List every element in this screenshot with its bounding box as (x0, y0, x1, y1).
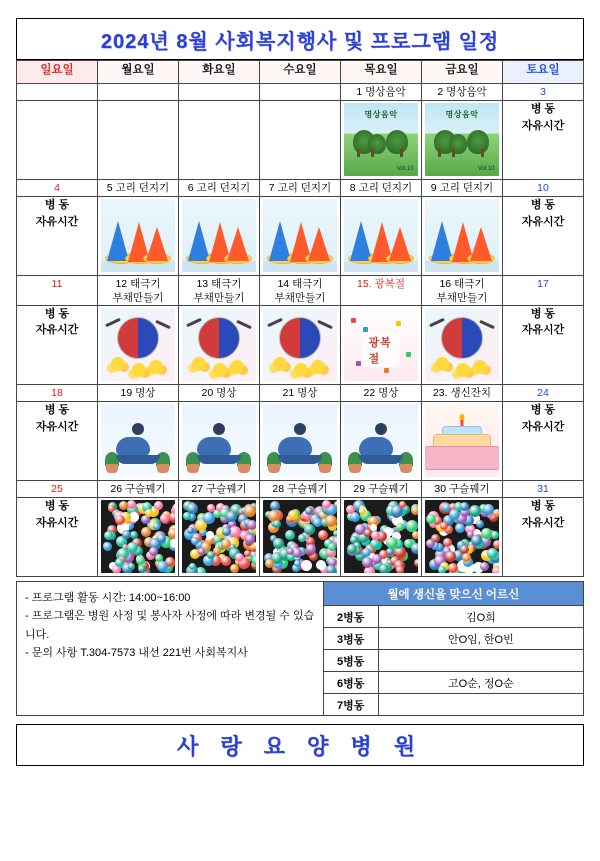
beads-image (344, 500, 418, 573)
meditation-image (263, 404, 337, 477)
day-cell-aug-20 (179, 384, 260, 401)
content-cell-aug-20 (179, 402, 260, 481)
day-cell-aug-16 (422, 276, 503, 306)
content-cell-aug-15 (341, 305, 422, 384)
weekday-header-thu: 목요일 (341, 61, 422, 84)
day-event: 구슬꿰기 (368, 483, 409, 496)
cd-volume-text: Vol.10 (396, 165, 414, 172)
beads-image (101, 500, 175, 573)
content-cell-aug-29 (341, 498, 422, 577)
note-line-1: - 프로그램 활동 시간: 14:00~16:00 (25, 592, 191, 605)
content-cell-aug-25 (17, 498, 98, 577)
day-number: 11 (51, 278, 63, 291)
meditation-image (344, 404, 418, 477)
day-number: 29 (353, 483, 366, 496)
cd-title-text: 명상음악 (364, 109, 398, 119)
day-event: 태극기 (292, 278, 323, 291)
day-number: 17 (537, 278, 549, 291)
weekend-free-time-label: 병 동 자유시간 (35, 500, 79, 529)
day-number: 10 (537, 182, 549, 195)
content-cell-aug-26 (98, 498, 179, 577)
day-number: 3 (540, 86, 546, 98)
day-event-line2: 부채만들기 (193, 292, 245, 305)
day-cell-aug-23 (422, 384, 503, 401)
day-event: 구슬꿰기 (125, 483, 166, 496)
day-event: 고리 던지기 (115, 182, 170, 195)
meditation-music-cd-image (344, 103, 418, 176)
day-number: 23. (432, 386, 448, 399)
content-cell-aug-19 (98, 402, 179, 481)
day-cell-empty (17, 84, 98, 101)
weekday-header-wed: 수요일 (260, 61, 341, 84)
week-3-number-row (17, 276, 584, 306)
day-number: 22 (363, 386, 376, 399)
weekend-free-time-label: 병 동 자유시간 (521, 103, 565, 132)
notes-box (16, 581, 323, 716)
day-event: 명상 (135, 386, 156, 399)
ring-toss-cones-image (101, 199, 175, 272)
content-cell-aug-8 (341, 197, 422, 276)
content-cell-empty (179, 101, 260, 180)
content-cell-aug-11 (17, 305, 98, 384)
day-cell-empty (260, 84, 341, 101)
content-cell-aug-27 (179, 498, 260, 577)
content-cell-aug-12 (98, 305, 179, 384)
cd-title-text: 명상음악 (445, 109, 479, 119)
weekday-header-sun: 일요일 (17, 61, 98, 84)
content-cell-aug-24 (503, 402, 584, 481)
day-cell-aug-3 (503, 84, 584, 101)
content-cell-aug-10 (503, 197, 584, 276)
day-cell-aug-8 (341, 180, 422, 197)
day-cell-aug-24 (503, 384, 584, 401)
taegeukgi-fan-image (182, 308, 256, 381)
weekday-header-tue: 화요일 (179, 61, 260, 84)
taegeukgi-fan-image (425, 308, 499, 381)
weekend-free-time-label: 병 동 자유시간 (521, 307, 565, 337)
content-cell-empty (98, 101, 179, 180)
day-cell-empty (179, 84, 260, 101)
day-cell-aug-6 (179, 180, 260, 197)
birthday-header: 월에 생신을 맞으신 어르신 (323, 582, 583, 606)
taegeukgi-fan-image (263, 308, 337, 381)
day-event: 명상 (297, 386, 318, 399)
day-number: 6 (187, 182, 194, 195)
day-number: 4 (54, 182, 60, 195)
page-title: 2024년 8월 사회복지행사 및 프로그램 일정 (100, 30, 500, 53)
meditation-image (101, 404, 175, 477)
content-cell-aug-14 (260, 305, 341, 384)
day-event-line2: 부채만들기 (436, 292, 488, 305)
calendar-table (16, 60, 584, 577)
day-cell-aug-30 (422, 481, 503, 498)
day-cell-aug-2 (422, 84, 503, 101)
day-event: 고리 던지기 (358, 182, 413, 195)
day-number: 30 (434, 483, 447, 496)
day-cell-aug-5 (98, 180, 179, 197)
ward-names: 고O순, 정O순 (378, 672, 583, 694)
cd-volume-text: Vol.10 (477, 165, 495, 172)
bottom-section (16, 581, 584, 716)
content-cell-aug-30 (422, 498, 503, 577)
birthday-row (323, 606, 583, 628)
meditation-music-cd-image (425, 103, 499, 176)
content-cell-aug-16 (422, 305, 503, 384)
birthday-row (323, 672, 583, 694)
day-number: 9 (430, 182, 437, 195)
content-cell-aug-17 (503, 305, 584, 384)
day-number: 26 (110, 483, 123, 496)
day-cell-aug-21 (260, 384, 341, 401)
ward-label: 2병동 (323, 606, 378, 628)
note-line-3: - 문의 사항 T.304-7573 내선 221번 사회복지사 (25, 646, 248, 659)
footer-bar (16, 724, 584, 766)
day-cell-aug-13 (179, 276, 260, 306)
week-4-content-row (17, 402, 584, 481)
week-5-number-row (17, 481, 584, 498)
weekend-free-time-label: 병 동 자유시간 (35, 307, 79, 337)
day-cell-aug-17 (503, 276, 584, 306)
beads-image (182, 500, 256, 573)
day-cell-empty (98, 84, 179, 101)
content-cell-aug-2 (422, 101, 503, 180)
day-event: 생신잔치 (450, 386, 492, 399)
calendar-body (17, 84, 584, 577)
day-event: 명상음악 (446, 86, 487, 98)
week-2-number-row (17, 180, 584, 197)
weekday-header-row (17, 61, 584, 84)
beads-image (425, 500, 499, 573)
content-cell-aug-28 (260, 498, 341, 577)
ring-toss-cones-image (425, 199, 499, 272)
day-event: 태극기 (454, 278, 485, 291)
content-cell-aug-3 (503, 101, 584, 180)
birthday-table (323, 581, 584, 716)
birthday-row (323, 628, 583, 650)
birthday-cake-image (425, 404, 499, 477)
week-5-content-row (17, 498, 584, 577)
week-1-number-row (17, 84, 584, 101)
day-cell-aug-15 (341, 276, 422, 306)
ward-names (378, 694, 583, 716)
day-event: 고리 던지기 (439, 182, 494, 195)
day-event: 구슬꿰기 (287, 483, 328, 496)
day-cell-aug-28 (260, 481, 341, 498)
day-number: 8 (349, 182, 356, 195)
content-cell-empty (260, 101, 341, 180)
weekend-free-time-label: 병 동 자유시간 (35, 199, 79, 228)
ward-label: 6병동 (323, 672, 378, 694)
content-cell-aug-9 (422, 197, 503, 276)
day-cell-aug-29 (341, 481, 422, 498)
day-number: 18 (51, 386, 63, 399)
day-event: 고리 던지기 (277, 182, 332, 195)
day-number: 15. (357, 278, 372, 291)
content-cell-aug-1 (341, 101, 422, 180)
content-cell-aug-4 (17, 197, 98, 276)
liberation-day-image (344, 308, 418, 381)
day-event: 태극기 (130, 278, 161, 291)
day-event: 명상 (216, 386, 237, 399)
day-number: 7 (268, 182, 275, 195)
day-number: 12 (115, 278, 128, 291)
day-number: 21 (282, 386, 295, 399)
beads-image (263, 500, 337, 573)
weekend-free-time-label: 병 동 자유시간 (521, 199, 565, 228)
hospital-name: 사 랑 요 양 병 원 (176, 733, 424, 759)
day-cell-aug-11 (17, 276, 98, 306)
liberation-day-banner-text: 광복절 (363, 333, 400, 367)
day-number: 28 (272, 483, 285, 496)
day-cell-aug-9 (422, 180, 503, 197)
day-event-line2: 부채만들기 (274, 292, 326, 305)
page-title-bar (16, 18, 584, 60)
day-number: 2 (437, 86, 444, 98)
day-number: 16 (439, 278, 452, 291)
ward-label: 7병동 (323, 694, 378, 716)
ward-label: 5병동 (323, 650, 378, 672)
calendar-header (17, 61, 584, 84)
week-1-content-row (17, 101, 584, 180)
day-event: 명상음악 (365, 86, 406, 98)
day-cell-aug-1 (341, 84, 422, 101)
day-number: 5 (106, 182, 113, 195)
day-number: 25 (51, 483, 63, 496)
day-number: 13 (196, 278, 209, 291)
content-cell-aug-6 (179, 197, 260, 276)
day-cell-aug-12 (98, 276, 179, 306)
day-cell-aug-27 (179, 481, 260, 498)
week-3-content-row (17, 305, 584, 384)
day-event-line2: 부채만들기 (112, 292, 164, 305)
day-event: 구슬꿰기 (206, 483, 247, 496)
content-cell-aug-5 (98, 197, 179, 276)
ward-names (378, 650, 583, 672)
day-cell-aug-4 (17, 180, 98, 197)
content-cell-aug-21 (260, 402, 341, 481)
weekday-header-mon: 월요일 (98, 61, 179, 84)
ring-toss-cones-image (344, 199, 418, 272)
day-event: 광복절 (374, 278, 405, 291)
day-cell-aug-31 (503, 481, 584, 498)
content-cell-empty (17, 101, 98, 180)
content-cell-aug-23 (422, 402, 503, 481)
week-2-content-row (17, 197, 584, 276)
day-event: 구슬꿰기 (449, 483, 490, 496)
content-cell-aug-7 (260, 197, 341, 276)
meditation-image (182, 404, 256, 477)
taegeukgi-fan-image (101, 308, 175, 381)
day-cell-aug-22 (341, 384, 422, 401)
ring-toss-cones-image (182, 199, 256, 272)
ward-names: 김O희 (378, 606, 583, 628)
day-number: 1 (356, 86, 363, 98)
birthday-row (323, 650, 583, 672)
weekday-header-fri: 금요일 (422, 61, 503, 84)
weekend-free-time-label: 병 동 자유시간 (35, 404, 79, 433)
day-cell-aug-7 (260, 180, 341, 197)
content-cell-aug-31 (503, 498, 584, 577)
ring-toss-cones-image (263, 199, 337, 272)
note-line-2: - 프로그램은 병원 사정 및 봉사자 사정에 따라 변경될 수 있습니다. (25, 610, 315, 641)
day-cell-aug-19 (98, 384, 179, 401)
day-number: 27 (191, 483, 204, 496)
day-number: 14 (277, 278, 290, 291)
day-number: 24 (537, 386, 549, 399)
day-event: 태극기 (211, 278, 242, 291)
content-cell-aug-13 (179, 305, 260, 384)
birthday-header-row (323, 582, 583, 606)
day-cell-aug-25 (17, 481, 98, 498)
week-4-number-row (17, 384, 584, 401)
day-event: 고리 던지기 (196, 182, 251, 195)
day-cell-aug-18 (17, 384, 98, 401)
content-cell-aug-18 (17, 402, 98, 481)
content-cell-aug-22 (341, 402, 422, 481)
day-event: 명상 (378, 386, 399, 399)
ward-names: 안O임, 한O빈 (378, 628, 583, 650)
day-number: 19 (120, 386, 133, 399)
day-cell-aug-26 (98, 481, 179, 498)
day-number: 20 (201, 386, 214, 399)
day-cell-aug-10 (503, 180, 584, 197)
birthday-row (323, 694, 583, 716)
day-number: 31 (537, 483, 549, 496)
weekday-header-sat: 토요일 (503, 61, 584, 84)
ward-label: 3병동 (323, 628, 378, 650)
weekend-free-time-label: 병 동 자유시간 (521, 404, 565, 433)
weekend-free-time-label: 병 동 자유시간 (521, 500, 565, 529)
day-cell-aug-14 (260, 276, 341, 306)
